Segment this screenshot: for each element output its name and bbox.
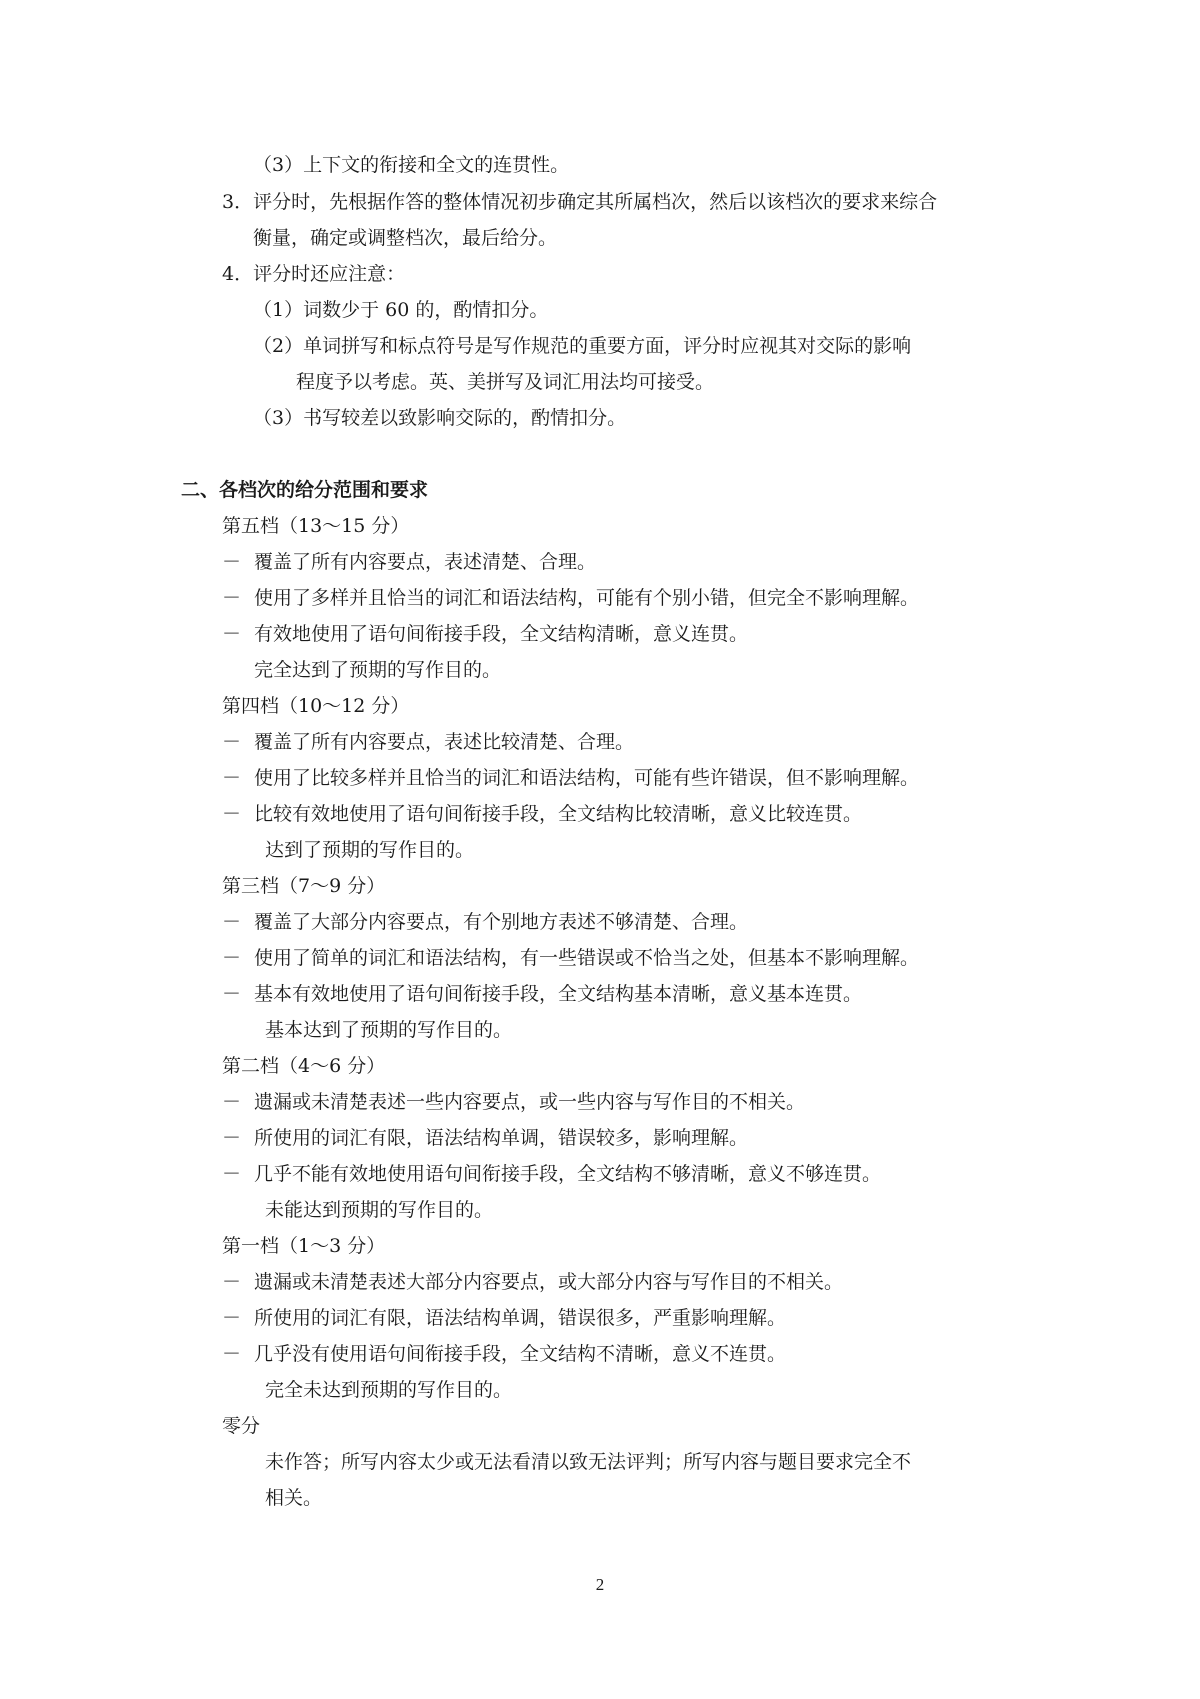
zero-line-1: 未作答；所写内容太少或无法看清以致无法评判；所写内容与题目要求完全不 xyxy=(265,1451,912,1473)
level-item-text: 几乎没有使用语句间衔接手段，全文结构不清晰，意义不连贯。 xyxy=(254,1343,787,1365)
dash-marker: － xyxy=(222,947,242,969)
level-item-text: 所使用的词汇有限，语法结构单调，错误很多，严重影响理解。 xyxy=(254,1307,787,1329)
level-item xyxy=(222,586,919,610)
dash-marker: － xyxy=(222,587,242,609)
level-item xyxy=(222,802,862,826)
level-item-text: 覆盖了大部分内容要点，有个别地方表述不够清楚、合理。 xyxy=(254,911,749,933)
level-summary: 达到了预期的写作目的。 xyxy=(265,839,475,861)
level-title: 第二档（4～6 分） xyxy=(222,1055,386,1077)
level-item xyxy=(222,1270,843,1294)
level-item-text: 几乎不能有效地使用语句间衔接手段，全文结构不够清晰，意义不够连贯。 xyxy=(254,1163,882,1185)
dash-marker: － xyxy=(222,1163,242,1185)
page-number: 2 xyxy=(595,1575,605,1594)
dash-marker: － xyxy=(222,803,242,825)
dash-marker: － xyxy=(222,623,242,645)
level-title: 第一档（1～3 分） xyxy=(222,1235,386,1257)
rule-4-item-2-line-1: （2）单词拼写和标点符号是写作规范的重要方面，评分时应视其对交际的影响 xyxy=(253,335,912,357)
level-item-text: 基本有效地使用了语句间衔接手段，全文结构基本清晰，意义基本连贯。 xyxy=(254,983,863,1005)
level-item xyxy=(222,550,596,574)
level-item-text: 使用了简单的词汇和语法结构，有一些错误或不恰当之处，但基本不影响理解。 xyxy=(254,947,920,969)
level-summary: 未能达到预期的写作目的。 xyxy=(265,1199,494,1221)
dash-marker: － xyxy=(222,1307,242,1329)
level-item xyxy=(222,766,919,790)
note-item-3: （3）上下文的衔接和全文的连贯性。 xyxy=(253,154,570,176)
rule-4: 4．评分时还应注意： xyxy=(222,263,406,285)
zero-title: 零分 xyxy=(222,1415,261,1437)
level-summary: 完全达到了预期的写作目的。 xyxy=(254,659,502,681)
level-summary: 完全未达到预期的写作目的。 xyxy=(265,1379,513,1401)
level-item-text: 遗漏或未清楚表述一些内容要点，或一些内容与写作目的不相关。 xyxy=(254,1091,806,1113)
level-item-text: 使用了比较多样并且恰当的词汇和语法结构，可能有些许错误，但不影响理解。 xyxy=(254,767,920,789)
level-summary: 基本达到了预期的写作目的。 xyxy=(265,1019,513,1041)
level-title: 第五档（13～15 分） xyxy=(222,515,410,537)
dash-marker: － xyxy=(222,1271,242,1293)
rule-4-item-2-line-2: 程度予以考虑。英、美拼写及词汇用法均可接受。 xyxy=(296,371,715,393)
level-item-text: 所使用的词汇有限，语法结构单调，错误较多，影响理解。 xyxy=(254,1127,749,1149)
level-item-text: 有效地使用了语句间衔接手段，全文结构清晰，意义连贯。 xyxy=(254,623,749,645)
level-item-text: 使用了多样并且恰当的词汇和语法结构，可能有个别小错，但完全不影响理解。 xyxy=(254,587,920,609)
rule-4-item-1: （1）词数少于 60 的，酌情扣分。 xyxy=(253,299,549,321)
rule-3-line-2: 衡量，确定或调整档次，最后给分。 xyxy=(253,227,558,249)
level-item xyxy=(222,910,748,934)
dash-marker: － xyxy=(222,1343,242,1365)
level-item xyxy=(222,1126,748,1150)
level-title: 第三档（7～9 分） xyxy=(222,875,386,897)
level-item xyxy=(222,1306,786,1330)
zero-line-2: 相关。 xyxy=(265,1487,323,1509)
dash-marker: － xyxy=(222,731,242,753)
dash-marker: － xyxy=(222,767,242,789)
dash-marker: － xyxy=(222,1091,242,1113)
rule-4-item-3: （3）书写较差以致影响交际的，酌情扣分。 xyxy=(253,407,627,429)
level-item xyxy=(222,1090,805,1114)
dash-marker: － xyxy=(222,551,242,573)
dash-marker: － xyxy=(222,1127,242,1149)
level-item-text: 遗漏或未清楚表述大部分内容要点，或大部分内容与写作目的不相关。 xyxy=(254,1271,844,1293)
level-item xyxy=(222,730,634,754)
dash-marker: － xyxy=(222,911,242,933)
rule-3-line-1: 3．评分时，先根据作答的整体情况初步确定其所属档次，然后以该档次的要求来综合 xyxy=(222,191,938,213)
level-title: 第四档（10～12 分） xyxy=(222,695,410,717)
dash-marker: － xyxy=(222,983,242,1005)
level-item xyxy=(222,946,919,970)
section-title: 二、各档次的给分范围和要求 xyxy=(181,479,429,501)
level-item xyxy=(222,1162,881,1186)
level-item-text: 比较有效地使用了语句间衔接手段，全文结构比较清晰，意义比较连贯。 xyxy=(254,803,863,825)
level-item xyxy=(222,982,862,1006)
level-item xyxy=(222,1342,786,1366)
level-item xyxy=(222,622,748,646)
level-item-text: 覆盖了所有内容要点，表述比较清楚、合理。 xyxy=(254,731,635,753)
level-item-text: 覆盖了所有内容要点，表述清楚、合理。 xyxy=(254,551,597,573)
